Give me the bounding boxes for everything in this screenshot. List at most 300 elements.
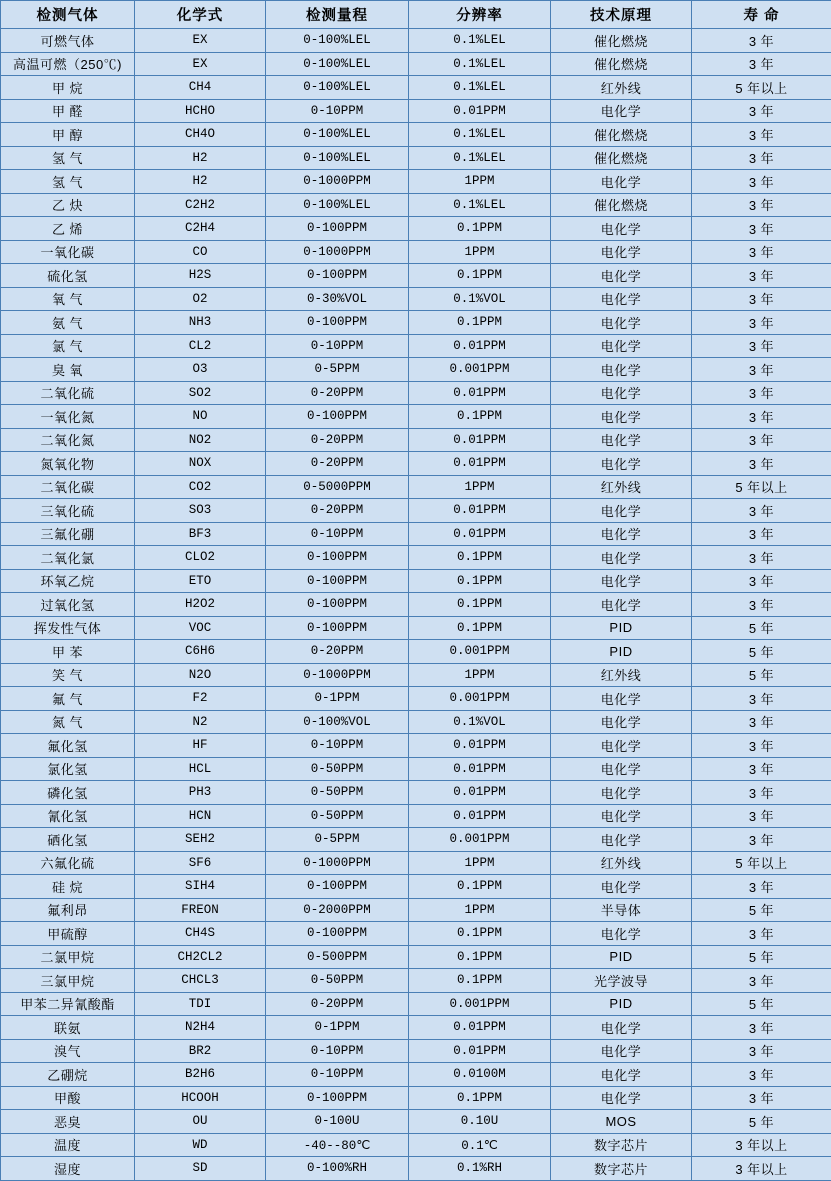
cell-lifetime: 5 年	[692, 945, 831, 969]
cell-technical-principle: 红外线	[551, 76, 692, 100]
cell-gas-name: 联氨	[1, 1016, 135, 1040]
table-row	[1, 804, 831, 828]
cell-resolution: 0.001PPM	[409, 640, 551, 664]
table-row	[1, 898, 831, 922]
cell-gas-name: 挥发性气体	[1, 616, 135, 640]
cell-detection-range: 0-100PPM	[266, 616, 409, 640]
cell-resolution: 0.1%LEL	[409, 76, 551, 100]
cell-resolution: 0.1%LEL	[409, 146, 551, 170]
cell-gas-name: 环氧乙烷	[1, 569, 135, 593]
cell-detection-range: 0-100PPM	[266, 569, 409, 593]
cell-gas-name: 氰化氢	[1, 804, 135, 828]
cell-gas-name: 笑 气	[1, 663, 135, 687]
cell-gas-name: 硒化氢	[1, 828, 135, 852]
cell-technical-principle: 催化燃烧	[551, 123, 692, 147]
table-row	[1, 616, 831, 640]
cell-resolution: 0.0100M	[409, 1063, 551, 1087]
cell-detection-range: 0-5000PPM	[266, 475, 409, 499]
cell-lifetime: 3 年	[692, 405, 831, 429]
cell-chemical-formula: C6H6	[135, 640, 266, 664]
cell-detection-range: 0-500PPM	[266, 945, 409, 969]
cell-gas-name: 三氧化硫	[1, 499, 135, 523]
cell-detection-range: 0-100%LEL	[266, 29, 409, 53]
cell-chemical-formula: C2H4	[135, 217, 266, 241]
cell-resolution: 0.01PPM	[409, 804, 551, 828]
cell-lifetime: 5 年以上	[692, 76, 831, 100]
cell-resolution: 0.01PPM	[409, 334, 551, 358]
cell-technical-principle: 电化学	[551, 264, 692, 288]
column-header-range: 检测量程	[266, 1, 409, 29]
cell-gas-name: 氨 气	[1, 311, 135, 335]
cell-technical-principle: 电化学	[551, 287, 692, 311]
cell-gas-name: 过氧化氢	[1, 593, 135, 617]
cell-technical-principle: 电化学	[551, 1063, 692, 1087]
cell-chemical-formula: CH4	[135, 76, 266, 100]
cell-technical-principle: 电化学	[551, 1086, 692, 1110]
column-header-resolution: 分辨率	[409, 1, 551, 29]
cell-lifetime: 3 年	[692, 922, 831, 946]
cell-gas-name: 三氟化硼	[1, 522, 135, 546]
cell-detection-range: 0-100%LEL	[266, 52, 409, 76]
cell-resolution: 0.1%LEL	[409, 193, 551, 217]
table-row	[1, 1016, 831, 1040]
cell-technical-principle: 电化学	[551, 381, 692, 405]
cell-lifetime: 3 年	[692, 875, 831, 899]
cell-gas-name: 硅 烷	[1, 875, 135, 899]
table-row	[1, 334, 831, 358]
cell-gas-name: 氯化氢	[1, 757, 135, 781]
cell-gas-name: 甲 烷	[1, 76, 135, 100]
cell-technical-principle: 数字芯片	[551, 1133, 692, 1157]
cell-technical-principle: 电化学	[551, 428, 692, 452]
cell-detection-range: 0-20PPM	[266, 452, 409, 476]
cell-lifetime: 3 年	[692, 804, 831, 828]
cell-chemical-formula: NOX	[135, 452, 266, 476]
table-row	[1, 663, 831, 687]
cell-resolution: 0.01PPM	[409, 428, 551, 452]
cell-detection-range: 0-100PPM	[266, 1086, 409, 1110]
cell-gas-name: 高温可燃（250℃)	[1, 52, 135, 76]
cell-resolution: 1PPM	[409, 851, 551, 875]
table-row	[1, 452, 831, 476]
cell-detection-range: 0-10PPM	[266, 334, 409, 358]
cell-lifetime: 3 年以上	[692, 1133, 831, 1157]
cell-resolution: 0.1%VOL	[409, 710, 551, 734]
cell-detection-range: 0-1PPM	[266, 687, 409, 711]
cell-chemical-formula: OU	[135, 1110, 266, 1134]
cell-gas-name: 六氟化硫	[1, 851, 135, 875]
cell-detection-range: 0-10PPM	[266, 1063, 409, 1087]
cell-gas-name: 二氯甲烷	[1, 945, 135, 969]
table-row	[1, 781, 831, 805]
cell-chemical-formula: SO2	[135, 381, 266, 405]
cell-resolution: 0.1PPM	[409, 922, 551, 946]
cell-gas-name: 氟 气	[1, 687, 135, 711]
cell-technical-principle: 电化学	[551, 99, 692, 123]
cell-gas-name: 二氧化氮	[1, 428, 135, 452]
cell-technical-principle: 电化学	[551, 781, 692, 805]
cell-technical-principle: 半导体	[551, 898, 692, 922]
cell-chemical-formula: C2H2	[135, 193, 266, 217]
cell-detection-range: 0-100PPM	[266, 593, 409, 617]
table-header	[1, 1, 831, 29]
cell-resolution: 0.01PPM	[409, 757, 551, 781]
table-row	[1, 264, 831, 288]
cell-resolution: 0.1PPM	[409, 945, 551, 969]
cell-lifetime: 3 年	[692, 217, 831, 241]
cell-detection-range: 0-50PPM	[266, 804, 409, 828]
cell-resolution: 0.10U	[409, 1110, 551, 1134]
cell-resolution: 0.1PPM	[409, 593, 551, 617]
table-row	[1, 170, 831, 194]
table-row	[1, 146, 831, 170]
cell-gas-name: 甲酸	[1, 1086, 135, 1110]
cell-detection-range: 0-100PPM	[266, 405, 409, 429]
cell-lifetime: 3 年	[692, 311, 831, 335]
cell-gas-name: 乙硼烷	[1, 1063, 135, 1087]
cell-gas-name: 氧 气	[1, 287, 135, 311]
table-row	[1, 76, 831, 100]
table-row	[1, 757, 831, 781]
table-row	[1, 193, 831, 217]
cell-gas-name: 二氧化碳	[1, 475, 135, 499]
cell-technical-principle: 催化燃烧	[551, 193, 692, 217]
cell-technical-principle: PID	[551, 992, 692, 1016]
cell-technical-principle: 电化学	[551, 311, 692, 335]
cell-technical-principle: 电化学	[551, 499, 692, 523]
cell-detection-range: 0-100%VOL	[266, 710, 409, 734]
cell-lifetime: 5 年	[692, 1110, 831, 1134]
cell-technical-principle: PID	[551, 945, 692, 969]
cell-resolution: 0.01PPM	[409, 1039, 551, 1063]
cell-detection-range: 0-10PPM	[266, 1039, 409, 1063]
cell-chemical-formula: NO2	[135, 428, 266, 452]
cell-lifetime: 3 年	[692, 334, 831, 358]
table-row	[1, 52, 831, 76]
cell-detection-range: 0-100%LEL	[266, 123, 409, 147]
table-row	[1, 99, 831, 123]
cell-gas-name: 氢 气	[1, 146, 135, 170]
cell-resolution: 0.1PPM	[409, 546, 551, 570]
cell-technical-principle: 催化燃烧	[551, 52, 692, 76]
cell-gas-name: 溴气	[1, 1039, 135, 1063]
cell-detection-range: 0-1000PPM	[266, 851, 409, 875]
cell-detection-range: 0-100PPM	[266, 217, 409, 241]
cell-gas-name: 一氧化碳	[1, 240, 135, 264]
table-row	[1, 217, 831, 241]
cell-technical-principle: 红外线	[551, 475, 692, 499]
cell-gas-name: 三氯甲烷	[1, 969, 135, 993]
cell-lifetime: 3 年	[692, 781, 831, 805]
cell-resolution: 0.1%LEL	[409, 29, 551, 53]
cell-chemical-formula: CH4O	[135, 123, 266, 147]
table-row	[1, 123, 831, 147]
table-row	[1, 381, 831, 405]
cell-resolution: 0.1PPM	[409, 875, 551, 899]
cell-lifetime: 3 年	[692, 428, 831, 452]
cell-lifetime: 3 年	[692, 29, 831, 53]
cell-resolution: 0.01PPM	[409, 734, 551, 758]
cell-gas-name: 温度	[1, 1133, 135, 1157]
table-row	[1, 875, 831, 899]
cell-gas-name: 乙 炔	[1, 193, 135, 217]
cell-resolution: 0.1℃	[409, 1133, 551, 1157]
cell-detection-range: 0-2000PPM	[266, 898, 409, 922]
cell-lifetime: 3 年	[692, 522, 831, 546]
cell-resolution: 0.01PPM	[409, 522, 551, 546]
cell-chemical-formula: SEH2	[135, 828, 266, 852]
cell-lifetime: 3 年	[692, 969, 831, 993]
cell-resolution: 0.1%LEL	[409, 123, 551, 147]
cell-detection-range: 0-50PPM	[266, 781, 409, 805]
cell-lifetime: 3 年	[692, 499, 831, 523]
cell-gas-name: 氯 气	[1, 334, 135, 358]
table-row	[1, 499, 831, 523]
cell-resolution: 1PPM	[409, 475, 551, 499]
cell-detection-range: 0-100%LEL	[266, 193, 409, 217]
cell-detection-range: 0-50PPM	[266, 969, 409, 993]
table-row	[1, 1157, 831, 1181]
cell-detection-range: 0-5PPM	[266, 828, 409, 852]
cell-gas-name: 湿度	[1, 1157, 135, 1181]
cell-lifetime: 3 年	[692, 1063, 831, 1087]
cell-chemical-formula: CHCL3	[135, 969, 266, 993]
table-row	[1, 1039, 831, 1063]
cell-technical-principle: 电化学	[551, 240, 692, 264]
cell-detection-range: 0-100%LEL	[266, 76, 409, 100]
table-row	[1, 311, 831, 335]
table-row	[1, 1063, 831, 1087]
cell-technical-principle: 电化学	[551, 734, 692, 758]
cell-chemical-formula: NO	[135, 405, 266, 429]
cell-detection-range: 0-5PPM	[266, 358, 409, 382]
cell-resolution: 1PPM	[409, 663, 551, 687]
cell-chemical-formula: ETO	[135, 569, 266, 593]
cell-lifetime: 3 年	[692, 1086, 831, 1110]
cell-technical-principle: 红外线	[551, 663, 692, 687]
table-row	[1, 945, 831, 969]
cell-resolution: 1PPM	[409, 898, 551, 922]
table-row	[1, 358, 831, 382]
cell-technical-principle: 电化学	[551, 170, 692, 194]
table-row	[1, 828, 831, 852]
cell-lifetime: 3 年	[692, 123, 831, 147]
cell-gas-name: 恶臭	[1, 1110, 135, 1134]
cell-chemical-formula: HCN	[135, 804, 266, 828]
cell-technical-principle: 电化学	[551, 217, 692, 241]
cell-resolution: 0.001PPM	[409, 992, 551, 1016]
cell-detection-range: 0-30%VOL	[266, 287, 409, 311]
cell-gas-name: 可燃气体	[1, 29, 135, 53]
column-header-gas: 检测气体	[1, 1, 135, 29]
cell-lifetime: 3 年	[692, 1039, 831, 1063]
cell-technical-principle: 电化学	[551, 522, 692, 546]
cell-lifetime: 3 年以上	[692, 1157, 831, 1181]
cell-gas-name: 氟化氢	[1, 734, 135, 758]
cell-lifetime: 3 年	[692, 170, 831, 194]
cell-resolution: 0.001PPM	[409, 358, 551, 382]
cell-gas-name: 氢 气	[1, 170, 135, 194]
cell-technical-principle: 电化学	[551, 710, 692, 734]
cell-resolution: 0.01PPM	[409, 381, 551, 405]
cell-gas-name: 硫化氢	[1, 264, 135, 288]
cell-chemical-formula: N2H4	[135, 1016, 266, 1040]
cell-technical-principle: MOS	[551, 1110, 692, 1134]
cell-detection-range: 0-100PPM	[266, 311, 409, 335]
cell-detection-range: 0-10PPM	[266, 734, 409, 758]
cell-gas-name: 二氧化硫	[1, 381, 135, 405]
cell-lifetime: 5 年	[692, 992, 831, 1016]
cell-technical-principle: 电化学	[551, 405, 692, 429]
cell-gas-name: 氮氧化物	[1, 452, 135, 476]
cell-technical-principle: 红外线	[551, 851, 692, 875]
cell-resolution: 0.01PPM	[409, 1016, 551, 1040]
cell-technical-principle: 光学波导	[551, 969, 692, 993]
table-row	[1, 687, 831, 711]
cell-technical-principle: PID	[551, 616, 692, 640]
table-row	[1, 1133, 831, 1157]
table-row	[1, 475, 831, 499]
cell-resolution: 0.1PPM	[409, 616, 551, 640]
cell-technical-principle: 电化学	[551, 546, 692, 570]
cell-chemical-formula: CH2CL2	[135, 945, 266, 969]
cell-technical-principle: 电化学	[551, 569, 692, 593]
cell-resolution: 0.001PPM	[409, 687, 551, 711]
table-row	[1, 546, 831, 570]
cell-technical-principle: 催化燃烧	[551, 146, 692, 170]
cell-detection-range: 0-1000PPM	[266, 240, 409, 264]
cell-lifetime: 3 年	[692, 287, 831, 311]
cell-lifetime: 5 年以上	[692, 851, 831, 875]
cell-gas-name: 臭 氧	[1, 358, 135, 382]
cell-technical-principle: 数字芯片	[551, 1157, 692, 1181]
table-row	[1, 710, 831, 734]
table-row	[1, 992, 831, 1016]
cell-resolution: 0.001PPM	[409, 828, 551, 852]
cell-technical-principle: 电化学	[551, 593, 692, 617]
cell-chemical-formula: H2	[135, 146, 266, 170]
table-row	[1, 569, 831, 593]
cell-lifetime: 3 年	[692, 146, 831, 170]
cell-technical-principle: 电化学	[551, 334, 692, 358]
cell-lifetime: 5 年以上	[692, 475, 831, 499]
cell-detection-range: 0-20PPM	[266, 381, 409, 405]
cell-resolution: 0.1PPM	[409, 569, 551, 593]
cell-chemical-formula: O3	[135, 358, 266, 382]
cell-detection-range: 0-20PPM	[266, 499, 409, 523]
cell-detection-range: 0-10PPM	[266, 99, 409, 123]
cell-detection-range: 0-1000PPM	[266, 170, 409, 194]
cell-lifetime: 3 年	[692, 381, 831, 405]
cell-gas-name: 甲硫醇	[1, 922, 135, 946]
cell-gas-name: 磷化氢	[1, 781, 135, 805]
cell-gas-name: 一氧化氮	[1, 405, 135, 429]
cell-chemical-formula: H2O2	[135, 593, 266, 617]
cell-detection-range: 0-50PPM	[266, 757, 409, 781]
table-row	[1, 851, 831, 875]
table-row	[1, 29, 831, 53]
cell-chemical-formula: TDI	[135, 992, 266, 1016]
cell-resolution: 0.1%RH	[409, 1157, 551, 1181]
cell-technical-principle: 电化学	[551, 757, 692, 781]
table-row	[1, 922, 831, 946]
cell-technical-principle: 电化学	[551, 358, 692, 382]
cell-chemical-formula: FREON	[135, 898, 266, 922]
cell-resolution: 0.1PPM	[409, 969, 551, 993]
table-row	[1, 969, 831, 993]
cell-detection-range: 0-1PPM	[266, 1016, 409, 1040]
cell-chemical-formula: EX	[135, 52, 266, 76]
cell-detection-range: 0-20PPM	[266, 428, 409, 452]
cell-chemical-formula: H2S	[135, 264, 266, 288]
cell-chemical-formula: VOC	[135, 616, 266, 640]
cell-chemical-formula: CL2	[135, 334, 266, 358]
cell-lifetime: 3 年	[692, 757, 831, 781]
cell-resolution: 1PPM	[409, 170, 551, 194]
table-row	[1, 640, 831, 664]
cell-resolution: 0.1PPM	[409, 311, 551, 335]
cell-chemical-formula: HCL	[135, 757, 266, 781]
cell-technical-principle: 电化学	[551, 804, 692, 828]
cell-chemical-formula: BF3	[135, 522, 266, 546]
cell-lifetime: 3 年	[692, 546, 831, 570]
cell-chemical-formula: HF	[135, 734, 266, 758]
cell-detection-range: 0-100PPM	[266, 546, 409, 570]
cell-detection-range: -40--80℃	[266, 1133, 409, 1157]
cell-chemical-formula: PH3	[135, 781, 266, 805]
cell-gas-name: 二氧化氯	[1, 546, 135, 570]
cell-lifetime: 3 年	[692, 452, 831, 476]
table-row	[1, 428, 831, 452]
cell-resolution: 0.1PPM	[409, 1086, 551, 1110]
cell-detection-range: 0-20PPM	[266, 992, 409, 1016]
cell-lifetime: 3 年	[692, 569, 831, 593]
cell-lifetime: 3 年	[692, 52, 831, 76]
cell-chemical-formula: SD	[135, 1157, 266, 1181]
cell-lifetime: 3 年	[692, 240, 831, 264]
cell-lifetime: 3 年	[692, 687, 831, 711]
table-body	[1, 29, 831, 1181]
cell-lifetime: 3 年	[692, 264, 831, 288]
cell-resolution: 0.01PPM	[409, 499, 551, 523]
cell-chemical-formula: SIH4	[135, 875, 266, 899]
cell-detection-range: 0-100U	[266, 1110, 409, 1134]
cell-chemical-formula: B2H6	[135, 1063, 266, 1087]
cell-chemical-formula: CO2	[135, 475, 266, 499]
column-header-formula: 化学式	[135, 1, 266, 29]
cell-detection-range: 0-100PPM	[266, 264, 409, 288]
cell-lifetime: 5 年	[692, 898, 831, 922]
cell-chemical-formula: CO	[135, 240, 266, 264]
cell-chemical-formula: N2	[135, 710, 266, 734]
cell-chemical-formula: SF6	[135, 851, 266, 875]
cell-resolution: 0.1%LEL	[409, 52, 551, 76]
cell-chemical-formula: NH3	[135, 311, 266, 335]
table-row	[1, 522, 831, 546]
cell-resolution: 0.1PPM	[409, 264, 551, 288]
cell-resolution: 0.01PPM	[409, 781, 551, 805]
cell-chemical-formula: O2	[135, 287, 266, 311]
cell-detection-range: 0-20PPM	[266, 640, 409, 664]
table-row	[1, 240, 831, 264]
cell-resolution: 0.01PPM	[409, 452, 551, 476]
cell-gas-name: 氟利昂	[1, 898, 135, 922]
cell-resolution: 0.1PPM	[409, 217, 551, 241]
column-header-principle: 技术原理	[551, 1, 692, 29]
cell-technical-principle: 电化学	[551, 922, 692, 946]
cell-lifetime: 3 年	[692, 734, 831, 758]
cell-lifetime: 3 年	[692, 593, 831, 617]
